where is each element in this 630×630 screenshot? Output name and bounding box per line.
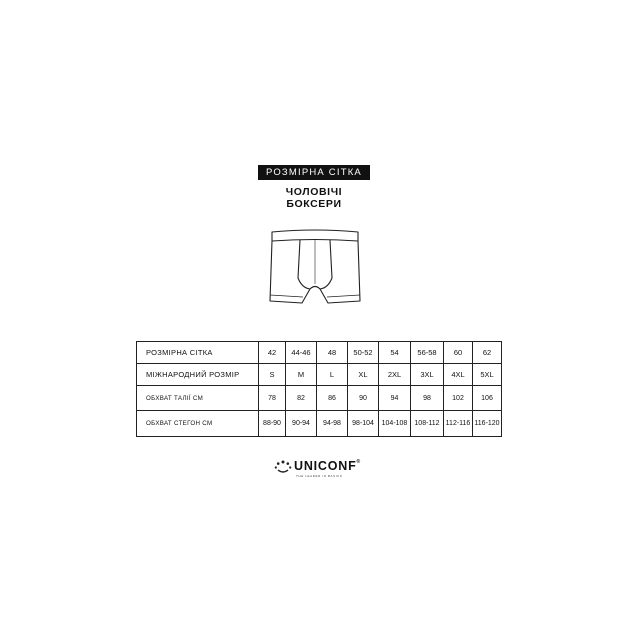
table-cell: 60 (444, 342, 473, 364)
table-cell: 56-58 (411, 342, 444, 364)
table-row (137, 411, 502, 437)
table-cell: 44-46 (286, 342, 317, 364)
table-cell: 82 (286, 386, 317, 411)
uniconf-logo-icon (274, 460, 292, 474)
table-cell: 4XL (444, 364, 473, 386)
table-cell: 116-120 (473, 411, 502, 437)
table-cell: M (286, 364, 317, 386)
table-cell: 90 (348, 386, 379, 411)
table-cell: 54 (379, 342, 411, 364)
table-cell: 42 (259, 342, 286, 364)
table-cell: 104-108 (379, 411, 411, 437)
table-cell: 3XL (411, 364, 444, 386)
table-cell: L (317, 364, 348, 386)
row-label: МІЖНАРОДНИЙ РОЗМІР (137, 364, 259, 386)
logo-tagline: THE LEADER IN BASICS (296, 474, 343, 478)
table-cell: 112-116 (444, 411, 473, 437)
boxer-briefs-icon (266, 228, 364, 310)
title-banner (258, 165, 370, 180)
table-cell: 86 (317, 386, 348, 411)
table-cell: 2XL (379, 364, 411, 386)
table-cell: 94-98 (317, 411, 348, 437)
table-cell: 94 (379, 386, 411, 411)
table-cell: XL (348, 364, 379, 386)
page-title: РОЗМІРНА СІТКА (266, 167, 362, 178)
logo-wordmark: UNICONF® (294, 459, 362, 473)
table-cell: 78 (259, 386, 286, 411)
table-cell: 50-52 (348, 342, 379, 364)
table-cell: 98-104 (348, 411, 379, 437)
table-cell: 106 (473, 386, 502, 411)
table-cell: 102 (444, 386, 473, 411)
uniconf-logo (274, 459, 370, 481)
table-cell: 90-94 (286, 411, 317, 437)
table-cell: S (259, 364, 286, 386)
table-cell: 88-90 (259, 411, 286, 437)
table-row (137, 364, 502, 386)
table-cell: 108-112 (411, 411, 444, 437)
table-cell: 62 (473, 342, 502, 364)
table-row (137, 386, 502, 411)
row-label: РОЗМІРНА СІТКА (137, 342, 259, 364)
row-label: ОБХВАТ ТАЛІЇ СМ (137, 386, 259, 411)
size-chart-table (136, 341, 502, 437)
table-cell: 48 (317, 342, 348, 364)
table-cell: 5XL (473, 364, 502, 386)
table-cell: 98 (411, 386, 444, 411)
page-subtitle: ЧОЛОВІЧІ БОКСЕРИ (285, 186, 343, 210)
table-row (137, 342, 502, 364)
row-label: ОБХВАТ СТЕГОН СМ (137, 411, 259, 437)
